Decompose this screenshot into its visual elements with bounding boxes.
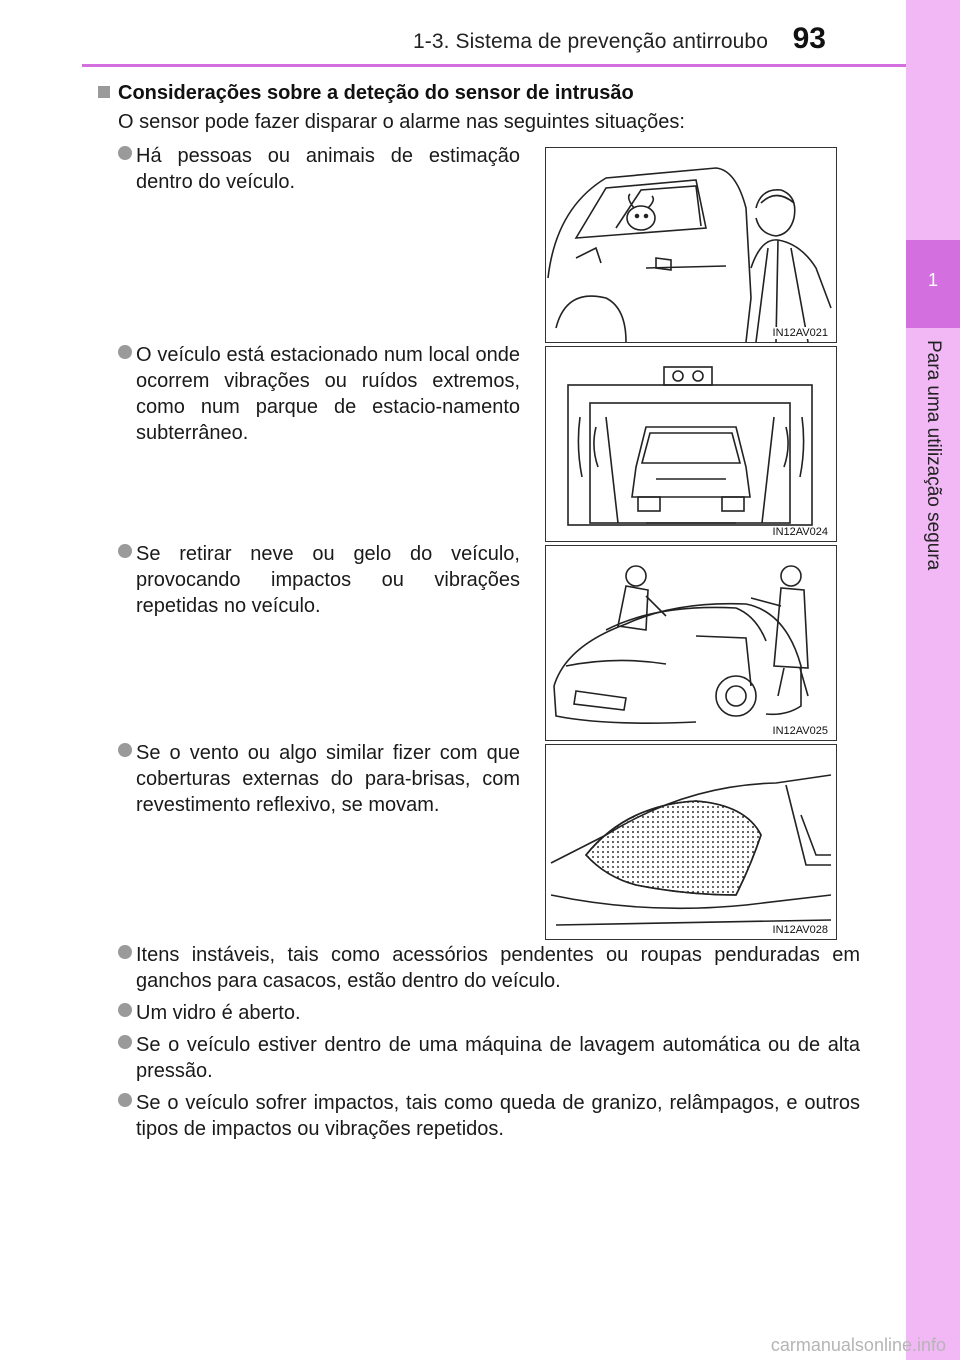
list-item xyxy=(118,1090,860,1142)
list-item-text: Um vidro é aberto. xyxy=(136,1002,301,1024)
figure-code: IN12AV028 xyxy=(772,924,828,936)
bullet-icon xyxy=(118,743,132,757)
list-item-text: Itens instáveis, tais como acessórios pendentes ou roupas penduradas em ganchos para casacos, estão dentro do veículo. xyxy=(136,944,860,992)
illustration-car-in-garage xyxy=(545,346,837,542)
bullet-icon xyxy=(118,544,132,558)
watermark: carmanualsonline.info xyxy=(770,1335,946,1355)
car-with-dog-drawing xyxy=(546,148,836,342)
section-title-text: Considerações sobre a deteção do sensor de intrusão xyxy=(118,82,634,104)
bullet-icon xyxy=(118,345,132,359)
list-item-text: Se o vento ou algo similar fizer com que coberturas externas do para-brisas, com revestimento reflexivo, se movam. xyxy=(136,742,520,816)
chapter-number-box xyxy=(906,240,960,328)
section-intro: O sensor pode fazer disparar o alarme nas seguintes situações: xyxy=(118,111,685,133)
snow-removal-drawing xyxy=(546,546,836,740)
list-item-text: Se o veículo estiver dentro de uma máquina de lavagem automática ou de alta pressão. xyxy=(136,1034,860,1082)
section-square-bullet-icon xyxy=(98,86,110,98)
figure-code: IN12AV024 xyxy=(772,526,828,538)
list-item xyxy=(118,1000,860,1026)
page-header xyxy=(0,0,906,62)
list-item-text: Se retirar neve ou gelo do veículo, provocando impactos ou vibrações repetidas no veículo. xyxy=(136,543,520,617)
header-title: 1-3. Sistema de prevenção antirroubo xyxy=(413,30,768,53)
bullet-icon xyxy=(118,146,132,160)
illustration-dog-in-car xyxy=(545,147,837,343)
list-item xyxy=(118,1032,860,1084)
list-item-text: O veículo está estacionado num local onde ocorrem vibrações ou ruídos extremos, como num parque de estacio-namento subterrâneo. xyxy=(136,344,520,444)
section-title xyxy=(98,82,634,105)
bullet-icon xyxy=(118,1035,132,1049)
list-item-text: Há pessoas ou animais de estimação dentro do veículo. xyxy=(136,145,520,193)
list-item xyxy=(118,342,520,446)
figure-code: IN12AV025 xyxy=(772,725,828,737)
figure-code: IN12AV021 xyxy=(772,327,828,339)
car-in-parking-drawing xyxy=(546,347,836,541)
bullet-icon xyxy=(118,945,132,959)
illustration-windshield-cover xyxy=(545,744,837,940)
list-item xyxy=(118,143,520,195)
windshield-cover-drawing xyxy=(546,745,836,939)
bullet-icon xyxy=(118,1003,132,1017)
header-rule xyxy=(82,64,908,67)
chapter-title-vertical: Para uma utilização segura xyxy=(923,340,944,571)
illustration-removing-snow xyxy=(545,545,837,741)
list-item xyxy=(118,740,520,818)
list-item xyxy=(118,541,520,619)
page-number: 93 xyxy=(792,22,826,55)
chapter-number: 1 xyxy=(927,270,938,290)
list-item-text: Se o veículo sofrer impactos, tais como queda de granizo, relâmpagos, e outros tipos de impactos ou vibrações repetidos. xyxy=(136,1092,860,1140)
bullet-icon xyxy=(118,1093,132,1107)
list-item xyxy=(118,942,860,994)
chapter-side-tab xyxy=(906,0,960,1360)
